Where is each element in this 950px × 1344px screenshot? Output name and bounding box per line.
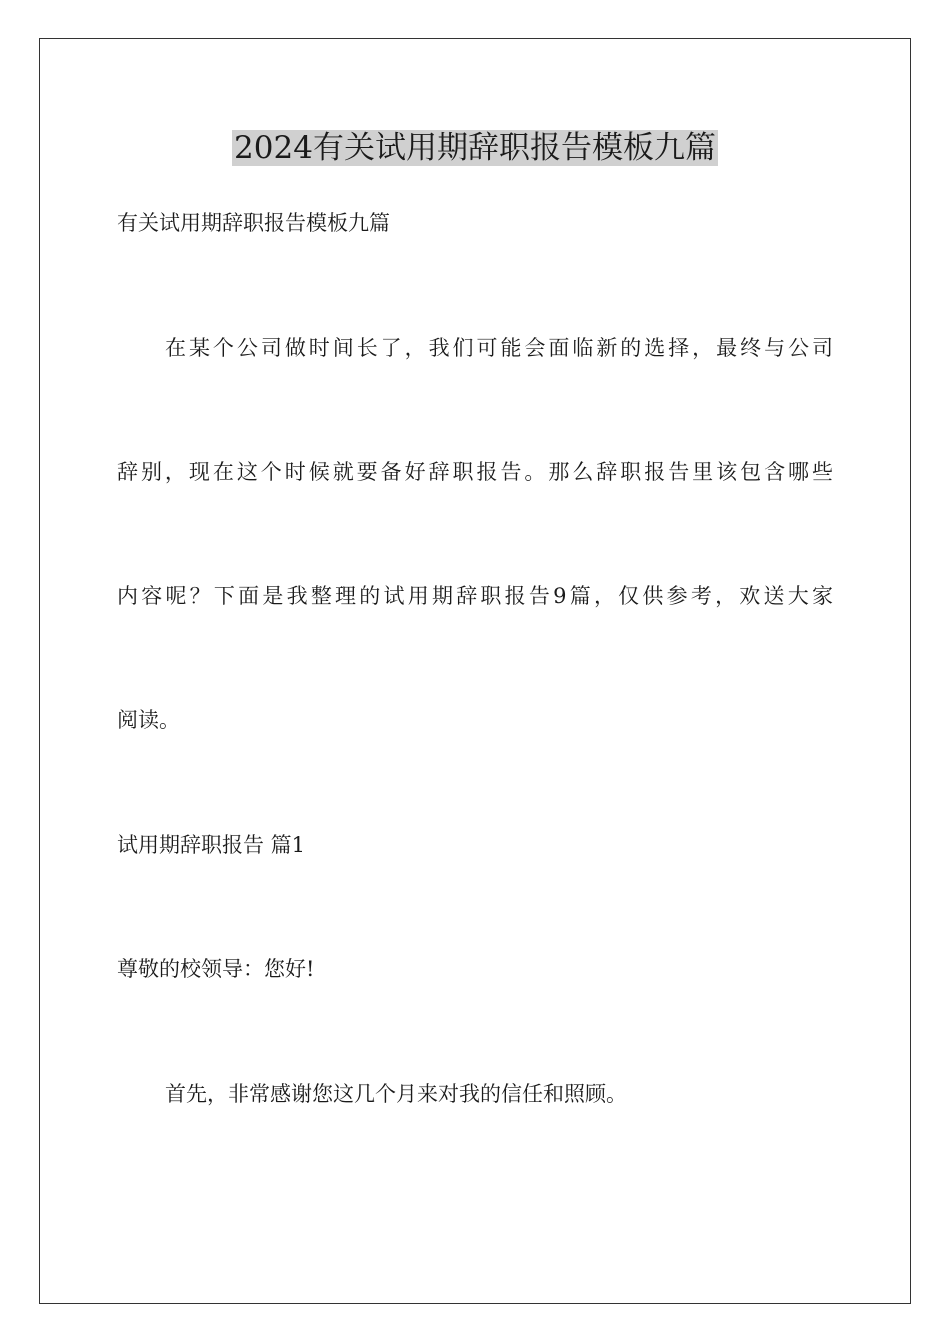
document-title <box>0 126 950 170</box>
body-paragraph: 首先，非常感谢您这几个月来对我的信任和照顾。 <box>165 1082 627 1106</box>
intro-line-3: 内容呢？下面是我整理的试用期辞职报告9篇，仅供参考，欢送大家 <box>117 584 833 608</box>
intro-line-2: 辞别，现在这个时候就要备好辞职报告。那么辞职报告里该包含哪些 <box>117 460 833 484</box>
intro-line-4: 阅读。 <box>117 708 180 732</box>
section-heading: 试用期辞职报告 篇1 <box>117 833 306 857</box>
intro-line-1: 在某个公司做时间长了，我们可能会面临新的选择，最终与公司 <box>165 336 833 360</box>
document-title-text: 2024有关试用期辞职报告模板九篇 <box>234 130 716 166</box>
salutation: 尊敬的校领导：您好! <box>117 957 315 981</box>
document-subtitle: 有关试用期辞职报告模板九篇 <box>117 211 390 235</box>
